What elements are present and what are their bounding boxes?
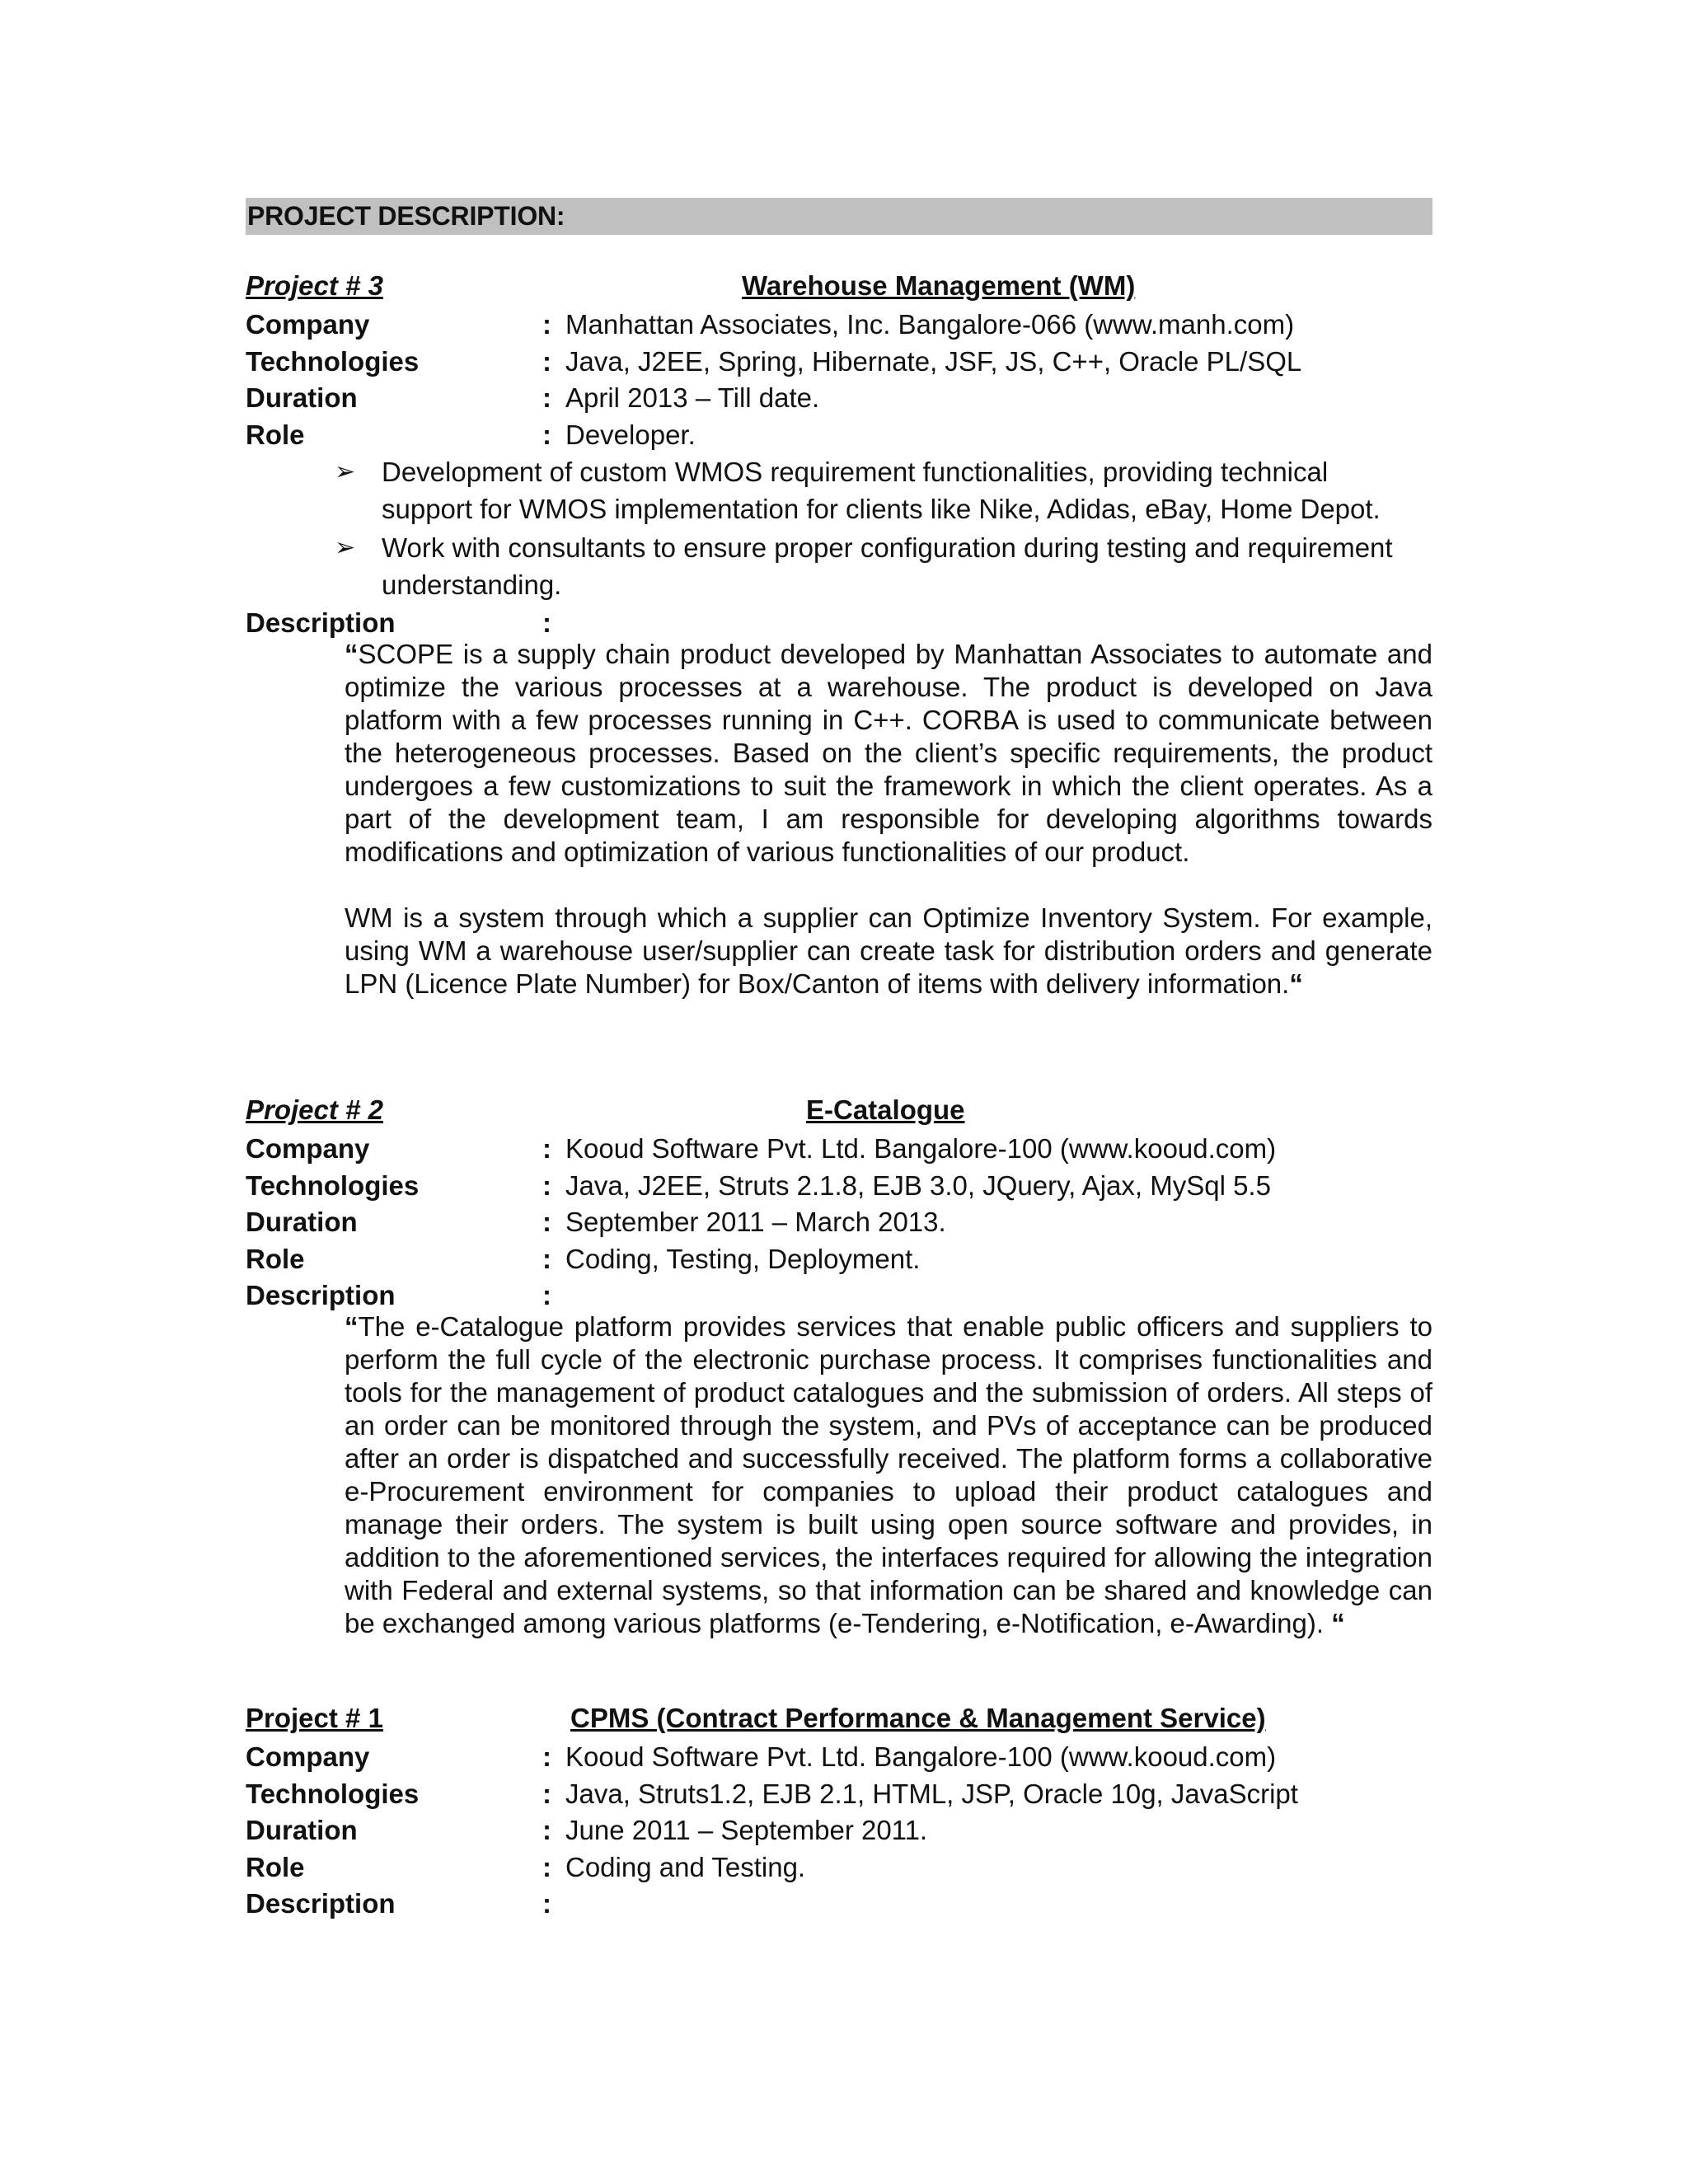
project-title: Warehouse Management (WM) [742, 270, 1136, 301]
role-value: Developer. [565, 419, 696, 450]
duration-label: Duration [246, 1207, 358, 1237]
colon: : [542, 1133, 551, 1164]
colon: : [542, 1243, 551, 1274]
colon: : [542, 1888, 551, 1919]
description-paragraph [345, 902, 1432, 1001]
company-value: Manhattan Associates, Inc. Bangalore-066 (www.manh.com) [565, 309, 1295, 340]
open-quote: “ [345, 1311, 359, 1342]
project-number: Project # 3 [246, 270, 383, 301]
duration-row [246, 1204, 1432, 1241]
description-row [246, 1277, 1432, 1310]
colon: : [542, 1169, 551, 1201]
role-value: Coding, Testing, Deployment. [565, 1243, 921, 1274]
project-1 [246, 1703, 1432, 1919]
technologies-row [246, 1776, 1432, 1813]
role-row [246, 417, 1432, 454]
role-label: Role [246, 1851, 305, 1882]
role-value: Coding and Testing. [565, 1851, 806, 1882]
section-heading: PROJECT DESCRIPTION: [246, 198, 1432, 235]
colon: : [542, 382, 551, 413]
project-2 [246, 1094, 1432, 1640]
duration-row [246, 1812, 1432, 1849]
technologies-value: Java, J2EE, Struts 2.1.8, EJB 3.0, JQuery, Ajax, MySql 5.5 [565, 1169, 1271, 1201]
project-number: Project # 2 [246, 1094, 383, 1125]
role-label: Role [246, 419, 305, 450]
duration-label: Duration [246, 1815, 358, 1845]
technologies-row [246, 344, 1432, 381]
duration-label: Duration [246, 382, 358, 413]
close-quote: “ [1289, 968, 1303, 999]
paragraph-text: WM is a system through which a supplier can Optimize Inventory System. For example, using WM a warehouse user/supplier can create task for distribution orders and generate LPN (Licence Plate Number) for Box/Canton of items with delivery information. [345, 902, 1432, 999]
role-label: Role [246, 1243, 305, 1274]
colon: : [542, 345, 551, 377]
company-value: Kooud Software Pvt. Ltd. Bangalore-100 (www.kooud.com) [565, 1133, 1277, 1164]
arrow-bullet-icon: ➢ [335, 458, 356, 485]
paragraph-text: SCOPE is a supply chain product developed by Manhattan Associates to automate and optimize the various processes at a warehouse. The product is developed on Java platform with a few processes running in C++. CORBA is used to communicate between the heterogeneous processes. Based on the client’s specific requirements, the product undergoes a few customizations to suit the framework in which the client operates. As a part of the development team, I am responsible for developing algorithms towards modifications and optimization of various functionalities of our product. [345, 639, 1432, 867]
technologies-label: Technologies [246, 1778, 420, 1809]
bullet-text: Development of custom WMOS requirement functionalities, providing technical support for WMOS implementation for clients like Nike, Adidas, eBay, Home Depot. [382, 457, 1381, 524]
duration-value: September 2011 – March 2013. [565, 1207, 946, 1237]
project-header [246, 1094, 1432, 1131]
project-header [246, 270, 1432, 307]
duration-value: April 2013 – Till date. [565, 382, 820, 413]
list-item [246, 529, 1432, 603]
description-row [246, 605, 1432, 638]
paragraph-text: The e-Catalogue platform provides services that enable public officers and suppliers to perform the full cycle of the electronic purchase process. It comprises functionalities and tools for the management of product catalogues and the submission of orders. All steps of an order can be monitored through the system, and PVs of acceptance can be produced after an order is dispatched and successfully received. The platform forms a collaborative e-Procurement environment for companies to upload their product catalogues and manage their orders. The system is built using open source software and provides, in addition to the aforementioned services, the interfaces required for allowing the integration with Federal and external systems, so that information can be shared and knowledge can be exchanged among various platforms (e-Tendering, e-Notification, e-Awarding). [345, 1311, 1432, 1638]
role-row [246, 1241, 1432, 1278]
project-number: Project # 1 [246, 1703, 383, 1733]
description-label: Description [246, 1888, 396, 1919]
colon: : [542, 309, 551, 340]
arrow-bullet-icon: ➢ [335, 534, 356, 561]
colon: : [542, 1741, 551, 1772]
duration-row [246, 380, 1432, 417]
open-quote: “ [345, 639, 359, 669]
colon: : [542, 1207, 551, 1237]
project-title: E-Catalogue [806, 1094, 965, 1125]
company-value: Kooud Software Pvt. Ltd. Bangalore-100 (www.kooud.com) [565, 1741, 1277, 1772]
company-row [246, 1131, 1432, 1168]
company-label: Company [246, 1133, 370, 1164]
company-row [246, 1739, 1432, 1776]
close-quote: “ [1331, 1608, 1345, 1638]
duration-value: June 2011 – September 2011. [565, 1815, 928, 1845]
colon: : [542, 607, 551, 638]
description-label: Description [246, 1280, 396, 1310]
description-paragraph [345, 638, 1432, 869]
role-row [246, 1849, 1432, 1886]
project-description [345, 1310, 1432, 1640]
description-row [246, 1886, 1432, 1919]
company-row [246, 307, 1432, 344]
project-3 [246, 270, 1432, 1001]
technologies-value: Java, Struts1.2, EJB 2.1, HTML, JSP, Oracle 10g, JavaScript [565, 1778, 1298, 1809]
technologies-label: Technologies [246, 345, 420, 377]
colon: : [542, 1778, 551, 1809]
project-header [246, 1703, 1432, 1739]
company-label: Company [246, 309, 370, 340]
project-title: CPMS (Contract Performance & Management Service) [570, 1703, 1266, 1733]
description-label: Description [246, 607, 396, 638]
responsibility-list [246, 453, 1432, 603]
technologies-value: Java, J2EE, Spring, Hibernate, JSF, JS, C++, Oracle PL/SQL [565, 345, 1302, 377]
technologies-label: Technologies [246, 1169, 420, 1201]
colon: : [542, 1280, 551, 1310]
colon: : [542, 419, 551, 450]
description-paragraph [345, 1310, 1432, 1640]
colon: : [542, 1851, 551, 1882]
project-description [345, 638, 1432, 1001]
company-label: Company [246, 1741, 370, 1772]
list-item [246, 453, 1432, 527]
technologies-row [246, 1168, 1432, 1205]
bullet-text: Work with consultants to ensure proper configuration during testing and requirement understanding. [382, 532, 1393, 600]
colon: : [542, 1815, 551, 1845]
